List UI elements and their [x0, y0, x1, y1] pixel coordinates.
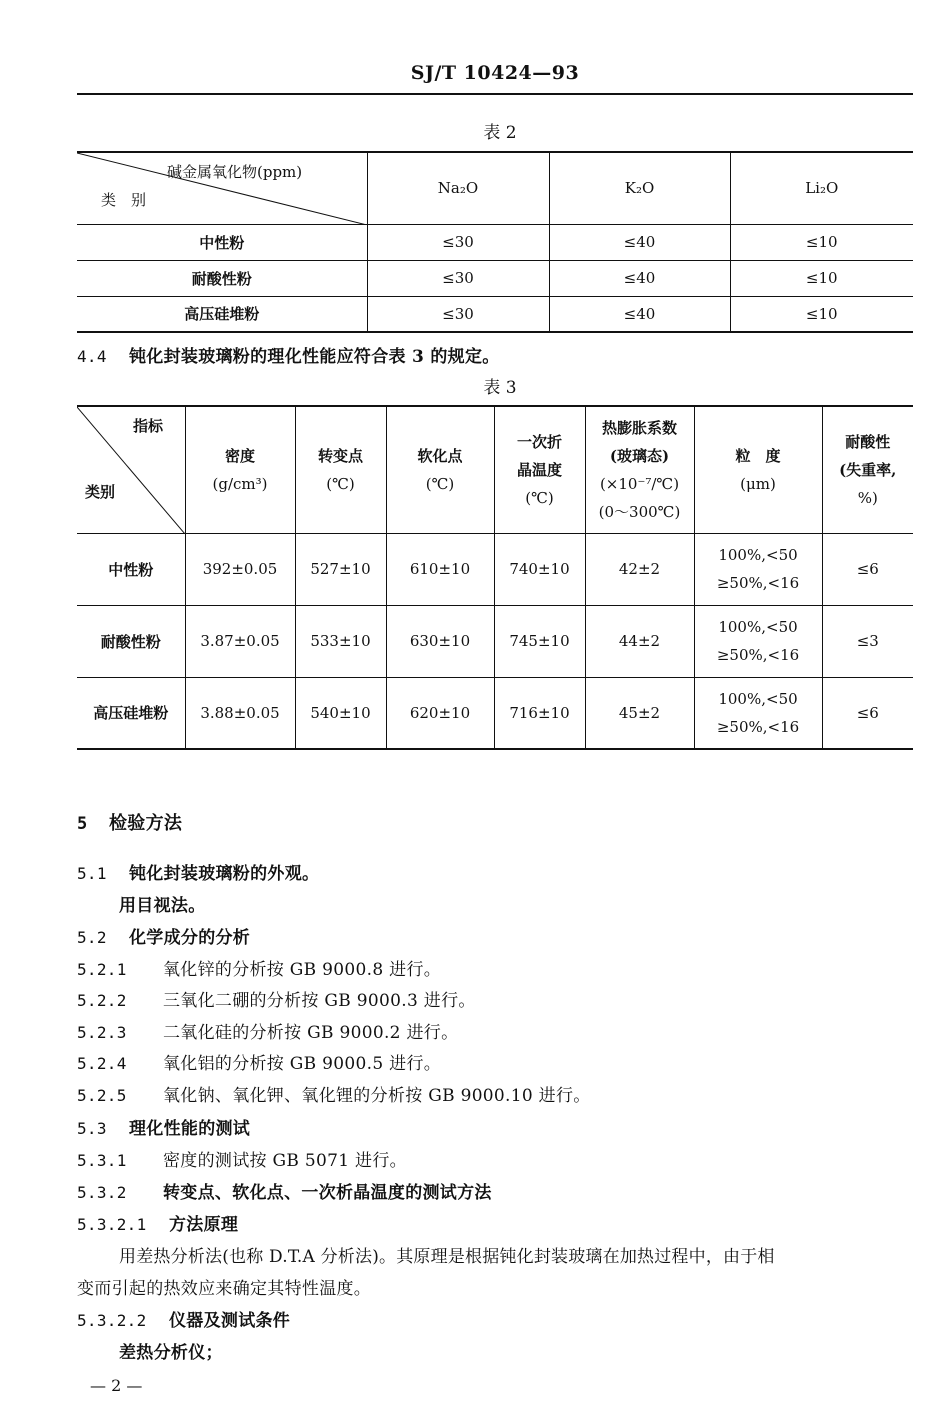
table3-cell: 620±10: [386, 677, 494, 749]
page-number: — 2 —: [90, 1376, 143, 1395]
table3-corner-cell: [77, 406, 185, 533]
clause-5-3-2-1: 5.3.2.1 方法原理: [77, 1215, 239, 1235]
table3-col-header: 热膨胀系数 (玻璃态) (×10⁻⁷/℃) (0～300℃): [585, 406, 694, 533]
clause-5-3-2: 5.3.2 转变点、软化点、一次析晶温度的测试方法: [77, 1183, 492, 1203]
table3-col-header: 密度 (g/cm³): [185, 406, 295, 533]
table-row: [77, 605, 913, 677]
table3-cell: ≤6: [822, 533, 913, 605]
clause-5-3-2-2: 5.3.2.2 仪器及测试条件: [77, 1311, 291, 1331]
table2-corner-bottom: 类 别: [101, 191, 147, 209]
table3-cell: 533±10: [295, 605, 386, 677]
table3-row-label: 高压硅堆粉: [77, 677, 185, 749]
table3-cell: 392±0.05: [185, 533, 295, 605]
paragraph-line: 差热分析仪；: [119, 1343, 223, 1363]
table-row: [77, 677, 913, 749]
table3-cell: 630±10: [386, 605, 494, 677]
clause-5-2: 5.2 化学成分的分析: [77, 928, 251, 948]
document-code: SJ/T 10424—93: [410, 62, 580, 84]
table-row: [77, 533, 913, 605]
table2-corner-top: 碱金属氧化物(ppm): [167, 163, 303, 181]
paragraph-line: 变而引起的热效应来确定其特性温度。: [77, 1279, 372, 1299]
table2-row-label: 中性粉: [77, 224, 367, 260]
table2-row-label: 耐酸性粉: [77, 260, 367, 296]
table3-cell: 540±10: [295, 677, 386, 749]
section-title: 检验方法: [109, 813, 183, 834]
table3-size-cell: 100%,<50 ≥50%,<16: [694, 605, 822, 677]
clause-5-2-4: 5.2.4 氧化铝的分析按 GB 9000.5 进行。: [77, 1054, 442, 1074]
table2-cell: ≤10: [730, 296, 913, 332]
section5-heading: [77, 809, 182, 835]
table3-cell: ≤3: [822, 605, 913, 677]
table3-caption: 表 3: [483, 378, 517, 398]
clause-4-4: [77, 342, 500, 367]
table3: [77, 405, 913, 750]
table3-size-cell: 100%,<50 ≥50%,<16: [694, 533, 822, 605]
table2-cell: ≤30: [367, 224, 549, 260]
table3-cell: 3.87±0.05: [185, 605, 295, 677]
clause-5-2-3: 5.2.3 二氧化硅的分析按 GB 9000.2 进行。: [77, 1023, 459, 1043]
table3-col-header: 软化点 (℃): [386, 406, 494, 533]
table3-size-cell: 100%,<50 ≥50%,<16: [694, 677, 822, 749]
clause-5-3: 5.3 理化性能的测试: [77, 1119, 251, 1139]
table2-cell: ≤40: [549, 224, 730, 260]
table-row: [77, 224, 913, 260]
table3-col-header: 一次折 晶温度 (℃): [494, 406, 585, 533]
table-row: [77, 260, 913, 296]
table3-col-header: 转变点 (℃): [295, 406, 386, 533]
table3-diagonal-line: [77, 407, 185, 534]
table2-cell: ≤10: [730, 224, 913, 260]
table2-caption: 表 2: [483, 123, 517, 143]
clause-number: 4.4: [77, 347, 107, 366]
table3-cell: 610±10: [386, 533, 494, 605]
section-number: 5: [77, 814, 88, 834]
table2-cell: ≤30: [367, 260, 549, 296]
table2-row-label: 高压硅堆粉: [77, 296, 367, 332]
paragraph-line: 用差热分析法(也称 D.T.A 分析法)。其原理是根据钝化封装玻璃在加热过程中，由于相: [119, 1247, 775, 1267]
clause-5-3-1: 5.3.1 密度的测试按 GB 5071 进行。: [77, 1151, 407, 1171]
table3-cell: 44±2: [585, 605, 694, 677]
header-rule: [77, 93, 913, 95]
table3-cell: 3.88±0.05: [185, 677, 295, 749]
table2-cell: ≤40: [549, 296, 730, 332]
table3-col-header: 耐酸性 (失重率, %): [822, 406, 913, 533]
clause-5-1: 5.1 钝化封装玻璃粉的外观。: [77, 864, 320, 884]
table2-col-header: Na₂O: [367, 152, 549, 224]
clause-5-2-1: 5.2.1 氧化锌的分析按 GB 9000.8 进行。: [77, 960, 442, 980]
table2-col-header: Li₂O: [730, 152, 913, 224]
table3-row-label: 耐酸性粉: [77, 605, 185, 677]
table3-cell: ≤6: [822, 677, 913, 749]
table3-cell: 716±10: [494, 677, 585, 749]
table3-corner-bottom: 类别: [85, 483, 116, 501]
table2: [77, 151, 913, 333]
table3-row-label: 中性粉: [77, 533, 185, 605]
table3-col-header: 粒 度 (μm): [694, 406, 822, 533]
table-row: [77, 296, 913, 332]
table3-cell: 527±10: [295, 533, 386, 605]
table3-cell: 745±10: [494, 605, 585, 677]
table2-corner-cell: [77, 152, 367, 224]
clause-5-1-text: 用目视法。: [119, 896, 206, 916]
table3-corner-top: 指标: [133, 417, 164, 435]
clause-5-2-2: 5.2.2 三氧化二硼的分析按 GB 9000.3 进行。: [77, 991, 476, 1011]
table2-cell: ≤40: [549, 260, 730, 296]
clause-5-2-5: 5.2.5 氧化钠、氧化钾、氧化锂的分析按 GB 9000.10 进行。: [77, 1086, 591, 1106]
table3-cell: 45±2: [585, 677, 694, 749]
table2-cell: ≤30: [367, 296, 549, 332]
table3-cell: 42±2: [585, 533, 694, 605]
table2-cell: ≤10: [730, 260, 913, 296]
clause-text: 钝化封装玻璃粉的理化性能应符合表 3 的规定。: [129, 347, 500, 367]
table2-col-header: K₂O: [549, 152, 730, 224]
table3-cell: 740±10: [494, 533, 585, 605]
